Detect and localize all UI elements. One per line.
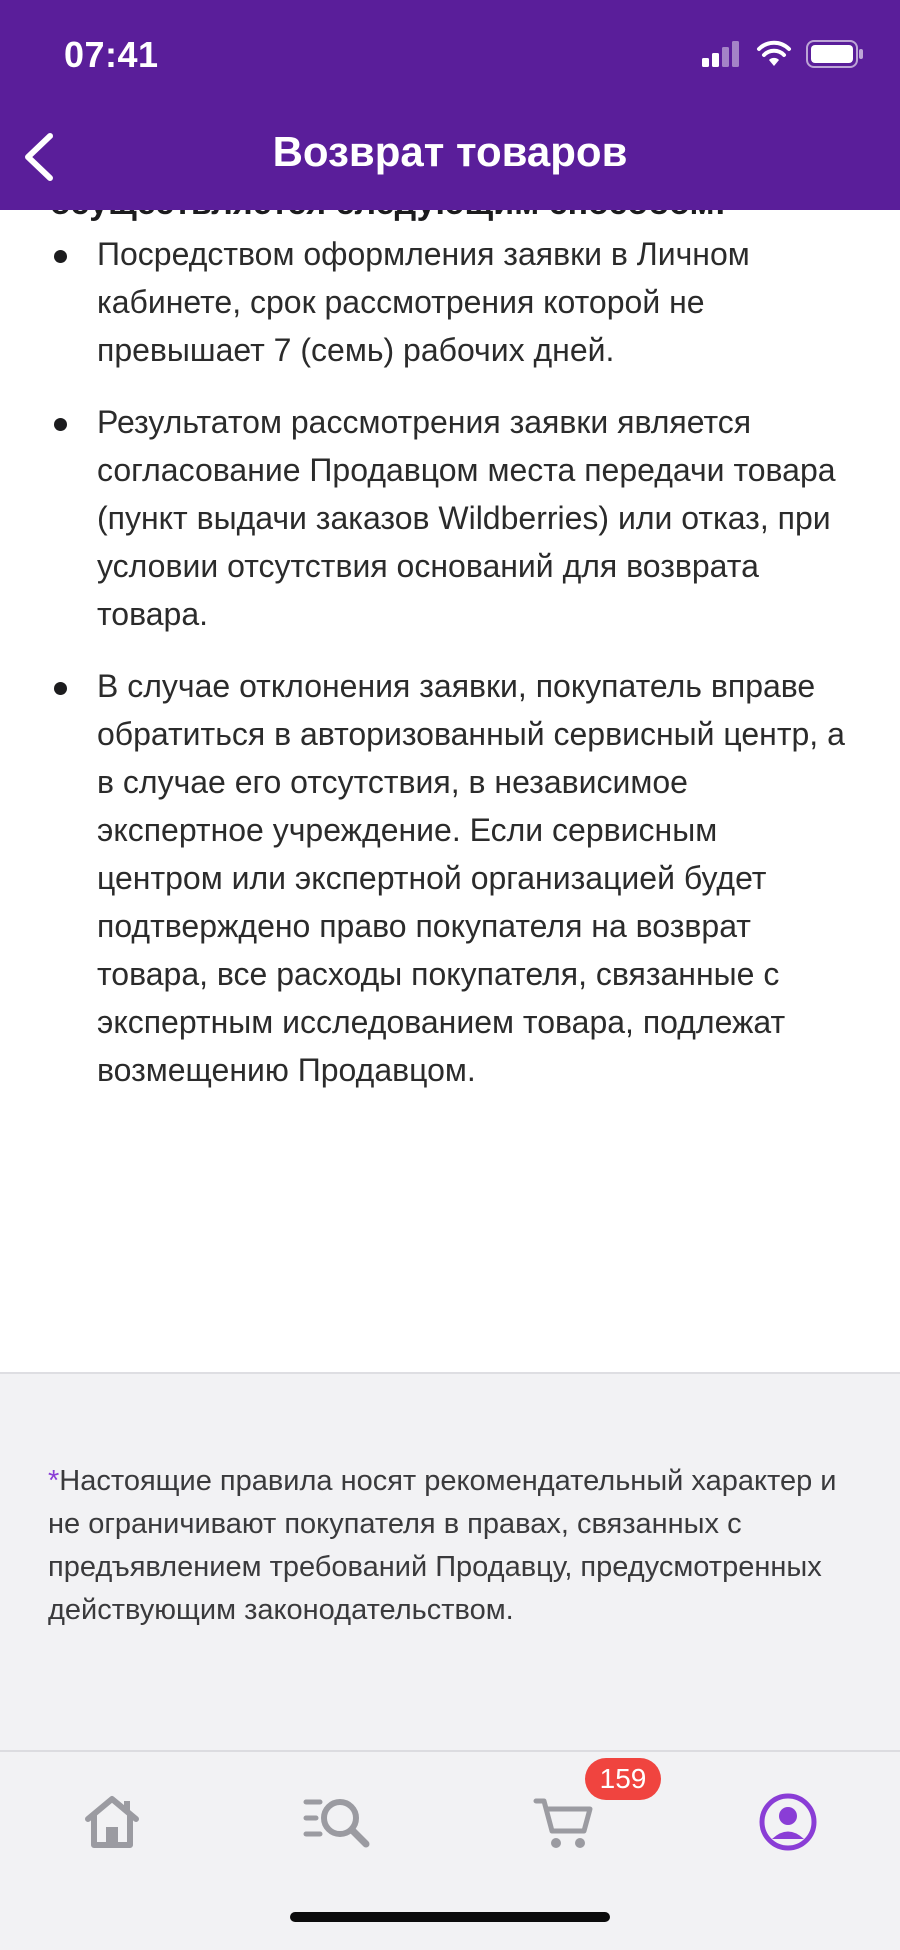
tab-home[interactable] [72, 1782, 152, 1862]
cart-badge: 159 [585, 1758, 661, 1800]
status-bar [0, 0, 900, 110]
list-item [0, 230, 900, 374]
disclaimer-section [0, 1372, 900, 1752]
cart-icon [532, 1793, 596, 1851]
list-item-text: В случае отклонения заявки, покупатель вправе обратиться в авторизованный сервисный центр, а в случае его отсутствия, в независимое экспертное учреждение. Если сервисным центром или экспертной организацией будет подтверждено право покупателя на возврат товара, все расходы покупателя, связанные с экспертным исследованием товара, подлежат возмещению Продавцом. [97, 668, 845, 1088]
home-icon [80, 1793, 144, 1851]
status-icons [702, 40, 864, 68]
list-item [0, 662, 900, 1094]
list-item-text: Посредством оформления заявки в Личном кабинете, срок рассмотрения которой не превышает 7 (семь) рабочих дней. [97, 236, 750, 368]
tab-profile[interactable] [748, 1782, 828, 1862]
catalog-search-icon [302, 1794, 374, 1850]
disclaimer-body: Настоящие правила носят рекомендательный характер и не ограничивают покупателя в правах, связанных с предъявлением требований Продавцу, предусмотренных действующим законодательством. [48, 1465, 837, 1626]
bullet-dot [54, 250, 67, 263]
profile-icon [758, 1792, 818, 1852]
list-item-text: Результатом рассмотрения заявки является согласование Продавцом места передачи товара (пункт выдачи заказов Wildberries) или отказ, при условии отсутствия оснований для возврата товара. [97, 404, 836, 632]
rules-list [0, 230, 900, 1118]
status-time: 07:41 [64, 34, 159, 75]
signal-icon [702, 41, 742, 67]
page-title: Возврат товаров [272, 128, 628, 175]
list-item [0, 398, 900, 638]
bullet-dot [54, 418, 67, 431]
disclaimer-text [48, 1460, 858, 1632]
header [0, 0, 900, 210]
disclaimer-marker: * [48, 1465, 60, 1497]
bullet-dot [54, 682, 67, 695]
battery-icon [806, 40, 864, 68]
tab-catalog[interactable] [298, 1782, 378, 1862]
wifi-icon [756, 40, 792, 68]
home-indicator[interactable] [290, 1912, 610, 1922]
